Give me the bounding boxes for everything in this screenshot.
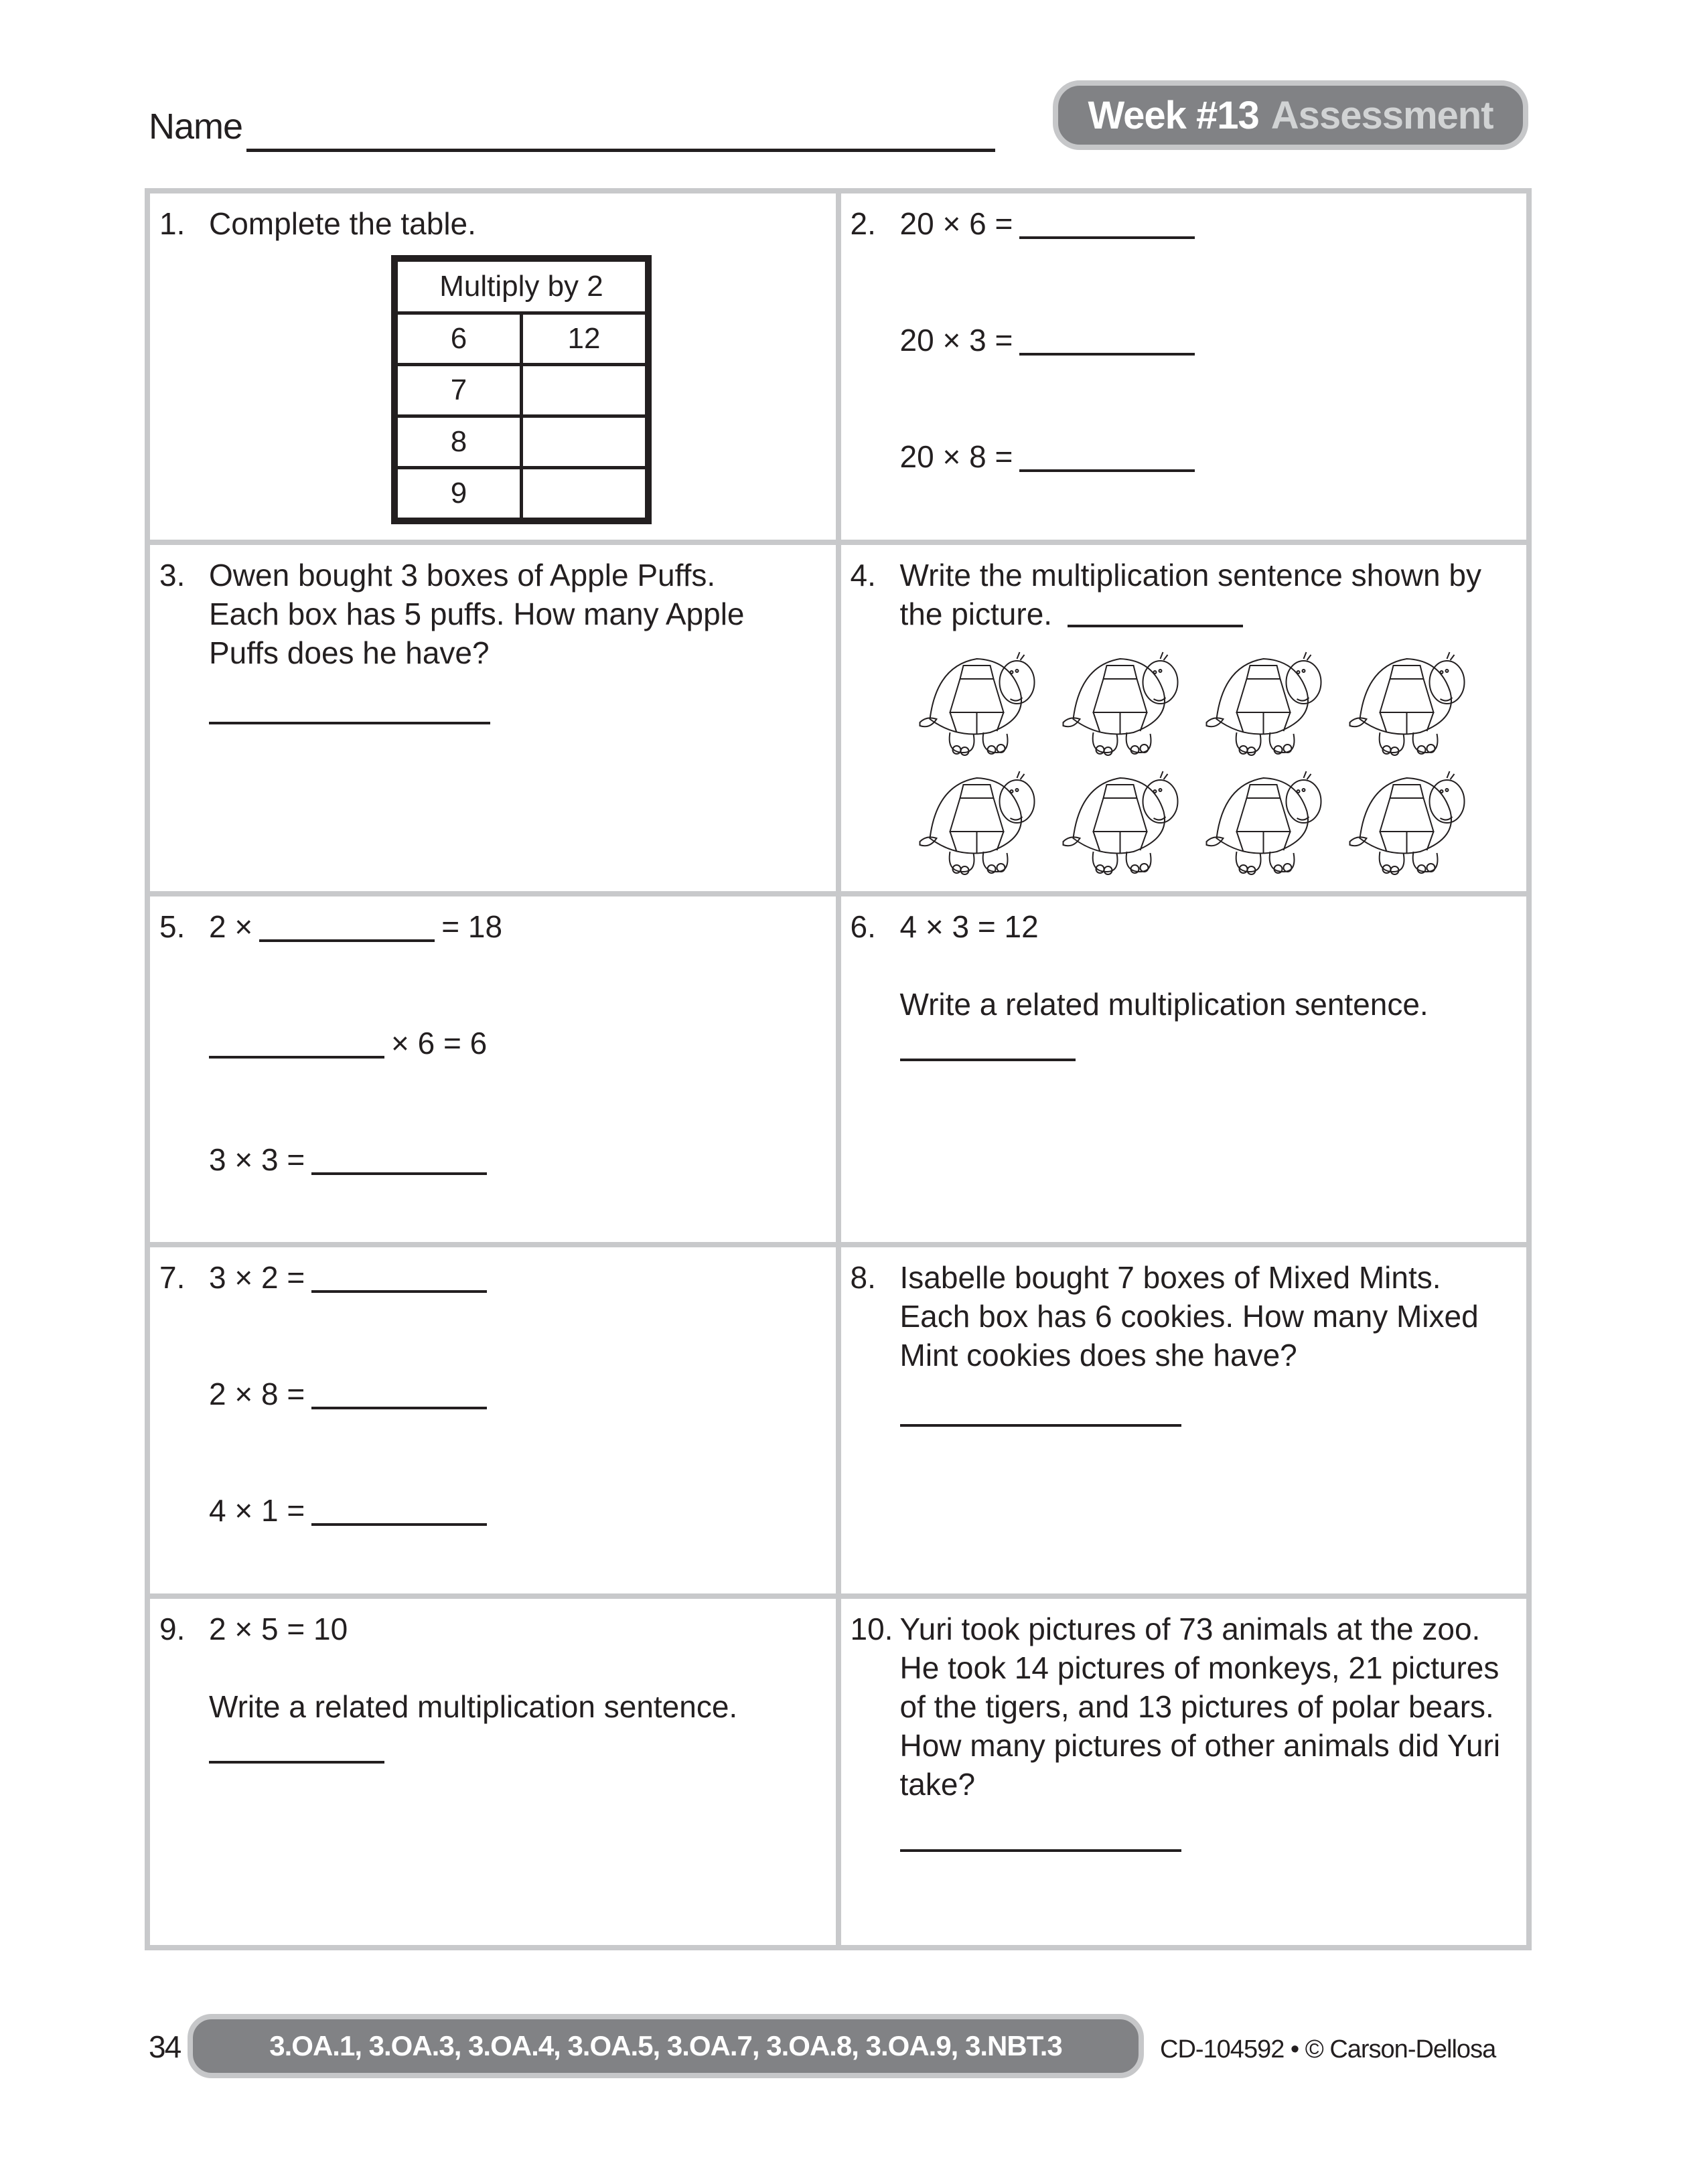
problem-text: Complete the table. — [209, 206, 476, 241]
problem-number: 7. — [159, 1260, 186, 1296]
problem-4 — [841, 545, 1527, 891]
problem-1 — [150, 193, 836, 540]
problem-text: Write a related multiplication sentence. — [209, 1689, 738, 1725]
problem-number: 4. — [850, 557, 876, 593]
turtle-icon — [1195, 765, 1332, 878]
problem-number: 1. — [159, 206, 186, 241]
answer-blank[interactable] — [1019, 236, 1195, 239]
equation-row: 3 × 2 = — [209, 1258, 494, 1297]
equation-row — [900, 321, 1202, 360]
problem-8 — [841, 1247, 1527, 1593]
equation-row: × 6 = 6 — [209, 1024, 487, 1063]
answer-row — [209, 1765, 391, 1768]
answer-blank[interactable] — [311, 1290, 487, 1293]
table-answer-cell[interactable] — [522, 365, 649, 416]
week-label: Week #13 — [1088, 93, 1259, 137]
problem-text: Write the multiplication sentence shown by the picture. — [899, 557, 1481, 631]
table-answer-cell[interactable] — [522, 468, 649, 522]
answer-blank[interactable] — [1019, 469, 1195, 472]
assessment-label: Assessment — [1270, 93, 1493, 137]
answer-row — [900, 1063, 1082, 1065]
problem-text: Owen bought 3 boxes of Apple Puffs. Each box has 5 puffs. How many Apple Puffs does he have? — [209, 557, 745, 670]
answer-blank[interactable] — [209, 1056, 384, 1059]
problem-9 — [150, 1599, 836, 1945]
answer-blank[interactable] — [311, 1172, 487, 1175]
problem-10 — [841, 1599, 1527, 1945]
table-output: 12 — [522, 313, 649, 365]
equation-text: 2 × 5 = 10 — [209, 1612, 348, 1647]
multiply-table — [391, 255, 652, 524]
table-header: Multiply by 2 — [394, 258, 648, 313]
turtle-picture — [908, 645, 1479, 878]
name-input-line[interactable] — [246, 149, 995, 152]
name-label: Name — [149, 106, 243, 147]
table-input: 8 — [394, 416, 522, 468]
turtle-icon — [1051, 765, 1189, 878]
equation-row — [900, 204, 1202, 243]
turtle-icon — [1195, 645, 1332, 759]
problem-text: Write a related multiplication sentence. — [899, 986, 1429, 1022]
problem-number: 3. — [159, 557, 186, 593]
table-row — [394, 416, 648, 468]
equation-text: 20 × 6 = — [899, 206, 1013, 241]
problem-text: Yuri took pictures of 73 animals at the zoo. He took 14 pictures of monkeys, 21 pictures of the tigers, and 13 pictures of polar bears. How many pictures of other animals did Yuri take? — [899, 1612, 1501, 1802]
answer-blank[interactable] — [1019, 353, 1195, 356]
answer-blank[interactable] — [311, 1407, 487, 1409]
table-input: 6 — [394, 313, 522, 365]
equation-text: 20 × 8 = — [899, 439, 1013, 474]
answer-blank[interactable] — [1068, 625, 1243, 627]
answer-row — [900, 1853, 1188, 1856]
answer-blank[interactable] — [900, 1059, 1076, 1061]
problem-number: 2. — [850, 206, 876, 241]
equation-text: 20 × 3 = — [899, 323, 1013, 358]
equation-row: 2 × = 18 — [209, 909, 503, 944]
table-input: 9 — [394, 468, 522, 522]
problem-text: Isabelle bought 7 boxes of Mixed Mints. Each box has 6 cookies. How many Mixed Mint cookies does she have? — [899, 1260, 1479, 1373]
problem-7 — [150, 1247, 836, 1593]
answer-blank[interactable] — [900, 1424, 1181, 1427]
problem-3 — [150, 545, 836, 891]
turtle-icon — [1338, 765, 1475, 878]
answer-row — [209, 726, 497, 728]
standards-badge: 3.OA.1, 3.OA.3, 3.OA.4, 3.OA.5, 3.OA.7, 3.OA.8, 3.OA.9, 3.NBT.3 — [188, 2014, 1144, 2078]
equation-row — [900, 437, 1202, 476]
problem-number: 5. — [159, 909, 186, 944]
table-input: 7 — [394, 365, 522, 416]
problem-6 — [841, 896, 1527, 1243]
table-row — [394, 468, 648, 522]
equation-row: 2 × 8 = — [209, 1375, 494, 1413]
turtle-icon — [1338, 645, 1475, 759]
answer-blank[interactable] — [209, 1761, 384, 1764]
table-row — [394, 313, 648, 365]
week-assessment-badge — [1053, 80, 1528, 150]
turtle-icon — [908, 765, 1045, 878]
page-number: 34 — [149, 2029, 181, 2064]
answer-blank[interactable] — [259, 939, 435, 942]
equation-row: 3 × 3 = — [209, 1140, 494, 1179]
copyright-text: CD-104592 • © Carson-Dellosa — [1160, 2035, 1496, 2063]
problem-number: 9. — [159, 1612, 186, 1647]
answer-blank[interactable] — [311, 1523, 487, 1526]
problem-grid — [145, 188, 1532, 1950]
answer-blank[interactable] — [900, 1849, 1181, 1852]
answer-blank[interactable] — [209, 722, 490, 724]
table-row — [394, 365, 648, 416]
answer-row — [900, 1428, 1188, 1431]
problem-5 — [150, 896, 836, 1243]
turtle-icon — [908, 645, 1045, 759]
equation-text: 4 × 3 = 12 — [899, 909, 1039, 944]
problem-number: 6. — [850, 909, 876, 944]
table-answer-cell[interactable] — [522, 416, 649, 468]
problem-number: 10. — [850, 1612, 893, 1647]
problem-number: 8. — [850, 1260, 876, 1296]
turtle-icon — [1051, 645, 1189, 759]
problem-2 — [841, 193, 1527, 540]
equation-row: 4 × 1 = — [209, 1491, 494, 1530]
